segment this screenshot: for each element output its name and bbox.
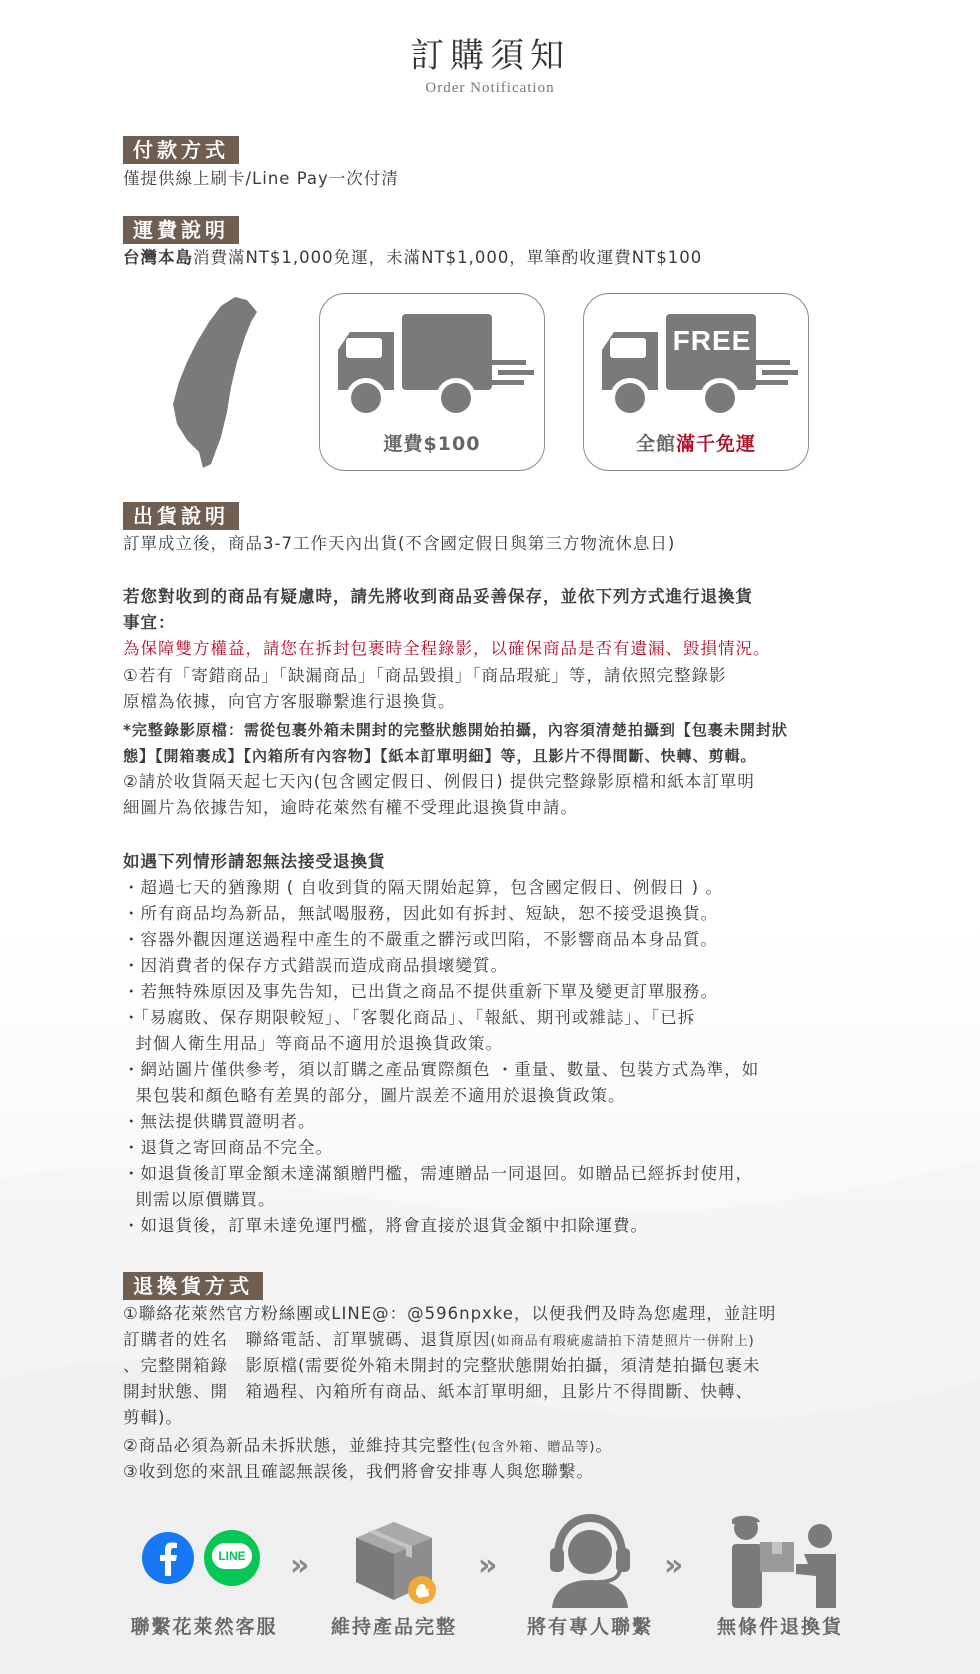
step-label-specialist: 將有專人聯繫 <box>526 1616 653 1638</box>
returns-note-line1: *完整錄影原檔：需從包裹外箱未開封的完整狀態開始拍攝，內容須清楚拍攝到【包裹未開封狀 <box>123 721 788 739</box>
exchange-l2-small: (如商品有瑕疵處請拍下清楚照片一併附上) <box>490 1334 755 1349</box>
chevron-right-icon: » <box>664 1548 680 1583</box>
line-icon[interactable] <box>204 1530 260 1586</box>
free-shipping-label <box>584 429 808 456</box>
page-title: 訂購須知 <box>410 36 570 76</box>
taiwan-map-icon <box>165 292 265 472</box>
free-label-prefix: 全館 <box>635 433 676 455</box>
delivery-text: 訂單成立後，商品3-7工作天內出貨(不含國定假日與第三方物流休息日) <box>123 534 676 553</box>
list-item: ・網站圖片僅供參考，須以訂購之產品實際顏色 ・重量、數量、包裝方式為準，如 <box>123 1060 760 1079</box>
not-accepted-list <box>123 875 759 1239</box>
list-item: ・退貨之寄回商品不完全。 <box>123 1138 333 1157</box>
shipping-text-rest: 消費滿NT$1,000免運，未滿NT$1,000，單筆酌收運費NT$100 <box>193 248 703 267</box>
customer-service-icon <box>540 1512 640 1608</box>
exchange-l4: 開封狀態、開 箱過程、內箱所有商品、紙本訂單明細，且影片不得間斷、快轉、 <box>123 1382 753 1401</box>
returns-warning: 為保障雙方權益，請您在拆封包裹時全程錄影，以確保商品是否有遺漏、毀損情況。 <box>123 639 771 658</box>
step-label-keep-intact: 維持產品完整 <box>330 1616 457 1638</box>
returns-p1-line2: 原檔為依據，向官方客服聯繫進行退換貨。 <box>123 692 456 711</box>
exchange-l7: ③收到您的來訊且確認無誤後，我們將會安排專人與您聯繫。 <box>123 1462 594 1481</box>
shipping-tag: 運費說明 <box>123 216 239 244</box>
list-item: ・容器外觀因運送過程中產生的不嚴重之髒污或凹陷，不影響商品本身品質。 <box>123 930 718 949</box>
shipping-text <box>123 245 702 271</box>
payment-text: 僅提供線上刷卡/Line Pay一次付清 <box>123 169 399 188</box>
chevron-right-icon: » <box>290 1548 306 1583</box>
shipping-text-bold: 台灣本島 <box>123 248 193 267</box>
exchange-l6-small: (包含外箱、贈品等) <box>471 1440 596 1455</box>
shipping-fee-label: 運費$100 <box>383 433 481 455</box>
free-sign: FREE <box>672 325 752 356</box>
list-item: ・所有商品均為新品，無試喝服務，因此如有拆封、短缺，恕不接受退換貨。 <box>123 904 718 923</box>
list-item: ・如退貨後，訂單未達免運門檻，將會直接於退貨金額中扣除運費。 <box>123 1216 648 1235</box>
truck-icon <box>330 310 536 422</box>
exchange-l2 <box>123 1327 755 1355</box>
exchange-l3: 、完整開箱錄 影原檔(需要從外箱未開封的完整狀態開始拍攝，須清楚拍攝包裹未 <box>123 1356 761 1375</box>
step-label-exchange: 無條件退換貨 <box>716 1616 843 1638</box>
exchange-tag: 退換貨方式 <box>123 1272 263 1300</box>
exchange-l6-main: ②商品必須為新品未拆狀態，並維持其完整性 <box>123 1436 472 1455</box>
list-item: ・「易腐敗、保存期限較短」、「客製化商品」、「報紙、期刊或雜誌」、「已拆 <box>123 1008 696 1027</box>
exchange-l1: ①聯絡花萊然官方粉絲團或LINE@：@596npxke，以便我們及時為您處理，並註明 <box>123 1304 777 1323</box>
not-accepted-heading: 如遇下列情形請恕無法接受退換貨 <box>123 852 386 871</box>
list-item: ・因消費者的保存方式錯誤而造成商品損壞變質。 <box>123 956 508 975</box>
list-item: ・如退貨後訂單金額未達滿額贈門檻，需連贈品一同退回。如贈品已經拆封使用， <box>123 1164 753 1183</box>
line-badge: LINE <box>212 1543 252 1569</box>
exchange-l6 <box>123 1433 613 1461</box>
delivery-person-icon <box>716 1512 846 1608</box>
free-label-highlight: 滿千免運 <box>676 433 757 455</box>
returns-p1-line1: ①若有「寄錯商品」「缺漏商品」「商品毀損」「商品瑕疵」等，請依照完整錄影 <box>123 666 727 685</box>
package-box-icon <box>346 1516 442 1612</box>
exchange-l6-end: 。 <box>595 1436 613 1455</box>
list-item: ・無法提供購買證明者。 <box>123 1112 316 1131</box>
chevron-right-icon: » <box>478 1548 494 1583</box>
page-subtitle: Order Notification <box>425 80 555 96</box>
exchange-l5: 剪輯)。 <box>123 1408 183 1427</box>
delivery-tag: 出貨說明 <box>123 502 239 530</box>
payment-tag: 付款方式 <box>123 136 239 164</box>
list-item: ・超過七天的猶豫期 ( 自收到貨的隔天開始起算，包含國定假日、例假日 ) 。 <box>123 878 723 897</box>
returns-p2-line1: ②請於收貨隔天起七天內(包含國定假日、例假日) 提供完整錄影原檔和紙本訂單明 <box>123 772 755 791</box>
list-item: ・若無特殊原因及事先告知，已出貨之商品不提供重新下單及變更訂單服務。 <box>123 982 718 1001</box>
returns-heading-1: 若您對收到的商品有疑慮時，請先將收到商品妥善保存，並依下列方式進行退換貨 <box>123 587 753 606</box>
facebook-icon[interactable] <box>140 1530 196 1586</box>
list-item: 果包裝和顏色略有差異的部分，圖片誤差不適用於退換貨政策。 <box>123 1086 626 1105</box>
exchange-l2-main: 訂購者的姓名 聯絡電話、訂單號碼、退貨原因 <box>123 1330 491 1349</box>
step-label-contact: 聯繫花萊然客服 <box>130 1616 278 1638</box>
free-shipping-card <box>583 293 809 471</box>
shipping-fee-card <box>319 293 545 471</box>
returns-p2-line2: 細圖片為依據告知，逾時花萊然有權不受理此退換貨申請。 <box>123 798 578 817</box>
returns-heading-2: 事宜： <box>123 613 176 632</box>
returns-note-line2: 態】【開箱裹成】【內箱所有內容物】【紙本訂單明細】等，且影片不得間斷、快轉、剪輯。 <box>123 747 757 765</box>
list-item: 則需以原價購買。 <box>123 1190 276 1209</box>
list-item: 封個人衛生用品」等商品不適用於退換貨政策。 <box>123 1034 503 1053</box>
